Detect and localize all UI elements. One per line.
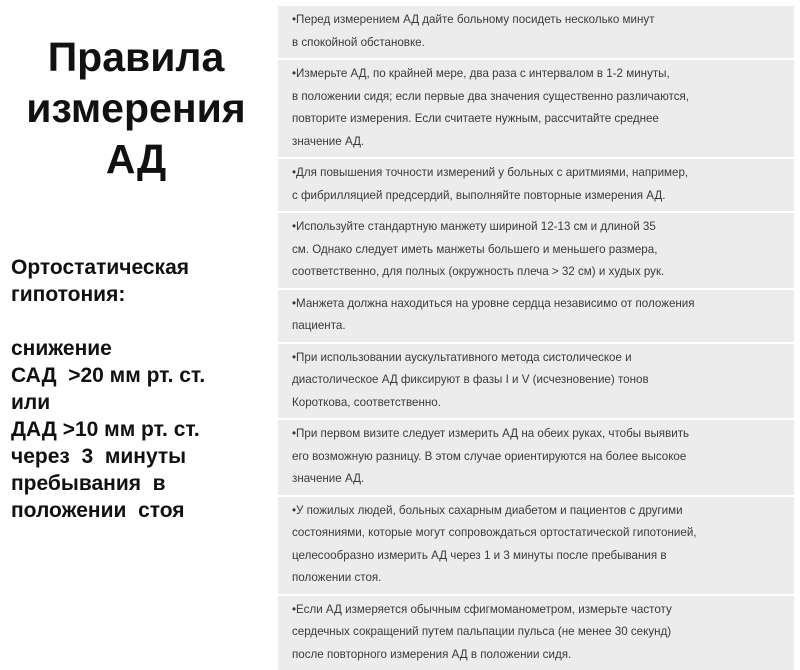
rule-line: •При использовании аускультативного метода систолическое и bbox=[292, 347, 786, 370]
side-note-heading-line: Ортостатическая bbox=[11, 254, 273, 281]
rule-line: значение АД. bbox=[292, 131, 786, 154]
rule-line: в спокойной обстановке. bbox=[292, 32, 786, 55]
rule-line: с фибрилляцией предсердий, выполняйте повторные измерения АД. bbox=[292, 185, 786, 208]
orthostatic-hypotension-note bbox=[11, 254, 273, 524]
rule-line: •Манжета должна находиться на уровне сердца независимо от положения bbox=[292, 293, 786, 316]
side-note-body-line: снижение bbox=[11, 335, 273, 362]
rule-line: значение АД. bbox=[292, 468, 786, 491]
side-note-body-line: САД >20 мм рт. ст. bbox=[11, 362, 273, 389]
side-note-body-line: положении стоя bbox=[11, 497, 273, 524]
side-note-body-line: пребывания в bbox=[11, 470, 273, 497]
rule-line: после повторного измерения АД в положении сидя. bbox=[292, 644, 786, 667]
rule-item bbox=[278, 344, 794, 419]
slide-title bbox=[0, 32, 272, 185]
rule-item bbox=[278, 420, 794, 495]
rule-line: •Для повышения точности измерений у больных с аритмиями, например, bbox=[292, 162, 786, 185]
rule-line: •Измерьте АД, по крайней мере, два раза с интервалом в 1-2 минуты, bbox=[292, 63, 786, 86]
rule-item bbox=[278, 213, 794, 288]
slide-title-line: измерения bbox=[0, 83, 272, 134]
side-note-body-line: через 3 минуты bbox=[11, 443, 273, 470]
side-note-heading-line: гипотония: bbox=[11, 281, 273, 308]
rule-line: пациента. bbox=[292, 315, 786, 338]
rule-line: •Перед измерением АД дайте больному посидеть несколько минут bbox=[292, 9, 786, 32]
rule-line: повторите измерения. Если считаете нужным, рассчитайте среднее bbox=[292, 108, 786, 131]
rule-line: состояниями, которые могут сопровождаться ортостатической гипотонией, bbox=[292, 522, 786, 545]
rule-line: положении стоя. bbox=[292, 567, 786, 590]
rule-line: •Используйте стандартную манжету шириной 12-13 см и длиной 35 bbox=[292, 216, 786, 239]
rule-line: в положении сидя; если первые два значения существенно различаются, bbox=[292, 86, 786, 109]
rule-line: сердечных сокращений путем пальпации пульса (не менее 30 секунд) bbox=[292, 621, 786, 644]
rule-item bbox=[278, 6, 794, 58]
rule-line: •При первом визите следует измерить АД на обеих руках, чтобы выявить bbox=[292, 423, 786, 446]
slide-title-line: Правила bbox=[0, 32, 272, 83]
side-note-body-line: ДАД >10 мм рт. ст. bbox=[11, 416, 273, 443]
rule-item bbox=[278, 290, 794, 342]
rule-line: его возможную разницу. В этом случае ориентируются на более высокое bbox=[292, 446, 786, 469]
rule-line: •У пожилых людей, больных сахарным диабетом и пациентов с другими bbox=[292, 500, 786, 523]
rules-list bbox=[278, 6, 794, 670]
side-note-spacer bbox=[11, 308, 273, 335]
left-panel bbox=[0, 0, 272, 600]
rule-item bbox=[278, 497, 794, 594]
side-note-body-line: или bbox=[11, 389, 273, 416]
rule-item bbox=[278, 60, 794, 157]
rule-line: целесообразно измерить АД через 1 и 3 минуты после пребывания в bbox=[292, 545, 786, 568]
rule-line: диастолическое АД фиксируют в фазы I и V (исчезновение) тонов bbox=[292, 369, 786, 392]
rule-item bbox=[278, 159, 794, 211]
rule-line: Короткова, соответственно. bbox=[292, 392, 786, 415]
rule-line: см. Однако следует иметь манжеты большего и меньшего размера, bbox=[292, 239, 786, 262]
rule-item bbox=[278, 596, 794, 670]
rule-line: соответственно, для полных (окружность плеча > 32 см) и худых рук. bbox=[292, 261, 786, 284]
rule-line: •Если АД измеряется обычным сфигмоманометром, измерьте частоту bbox=[292, 599, 786, 622]
slide-title-line: АД bbox=[0, 134, 272, 185]
